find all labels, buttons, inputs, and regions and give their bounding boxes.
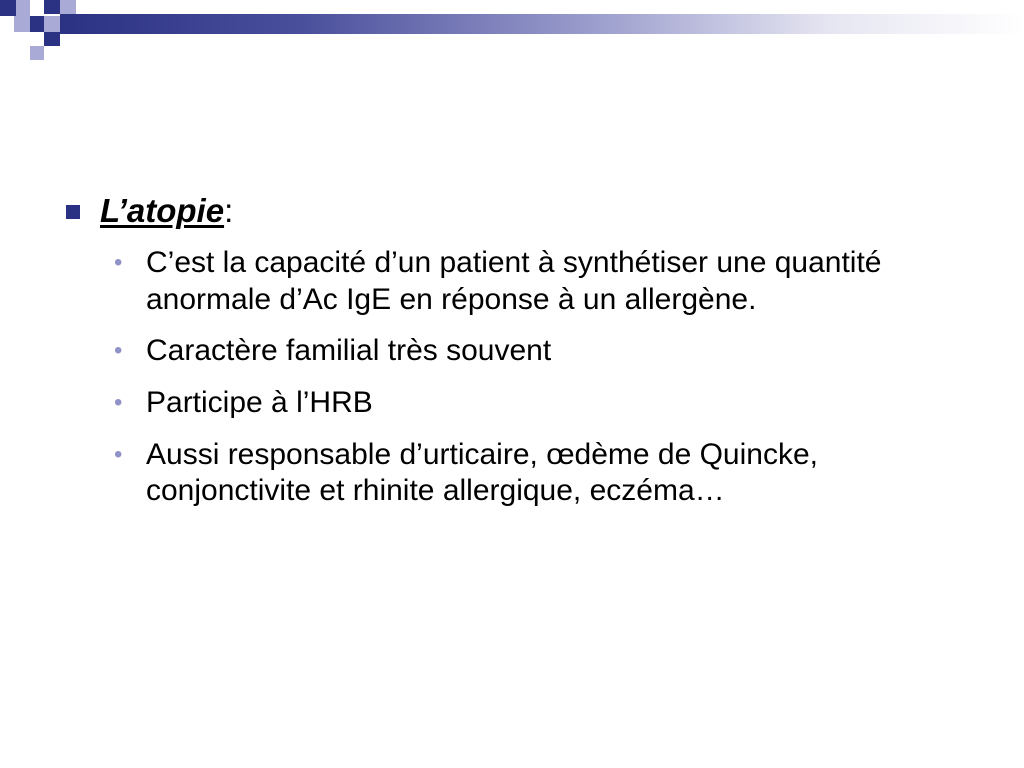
decor-square [44, 32, 60, 46]
sub-bullet-list [60, 245, 990, 510]
decor-square [0, 0, 16, 16]
dot-bullet-icon: • [114, 249, 123, 277]
list-item [112, 385, 990, 422]
dot-bullet-icon: • [114, 389, 123, 417]
main-title: L’atopie [100, 192, 225, 229]
list-item-text: Caractère familial très souvent [146, 334, 552, 368]
list-item [112, 333, 990, 370]
list-item-text: Participe à l’HRB [146, 386, 373, 420]
square-bullet-icon [66, 205, 80, 219]
decor-square [30, 46, 44, 60]
list-item [112, 245, 990, 318]
list-item-text: Aussi responsable d’urticaire, œdème de Quincke, conjonctivite et rhinite allergique, eczéma… [146, 437, 818, 508]
main-title-colon: : [224, 192, 234, 229]
decor-square [30, 16, 44, 32]
dot-bullet-icon: • [114, 337, 123, 365]
main-bullet-text [100, 190, 233, 231]
list-item-text: C’est la capacité d’un patient à synthétiser une quantité anormale d’Ac IgE en réponse à un allergène. [146, 246, 882, 316]
decor-square [14, 16, 30, 32]
decor-square [44, 0, 60, 14]
header-gradient-bar [60, 14, 1024, 34]
main-bullet-item [60, 190, 990, 231]
decor-square [16, 0, 30, 16]
decor-square [60, 0, 76, 14]
slide-content [60, 190, 990, 525]
list-item [112, 437, 990, 510]
decor-square [44, 16, 60, 32]
dot-bullet-icon: • [114, 440, 123, 468]
